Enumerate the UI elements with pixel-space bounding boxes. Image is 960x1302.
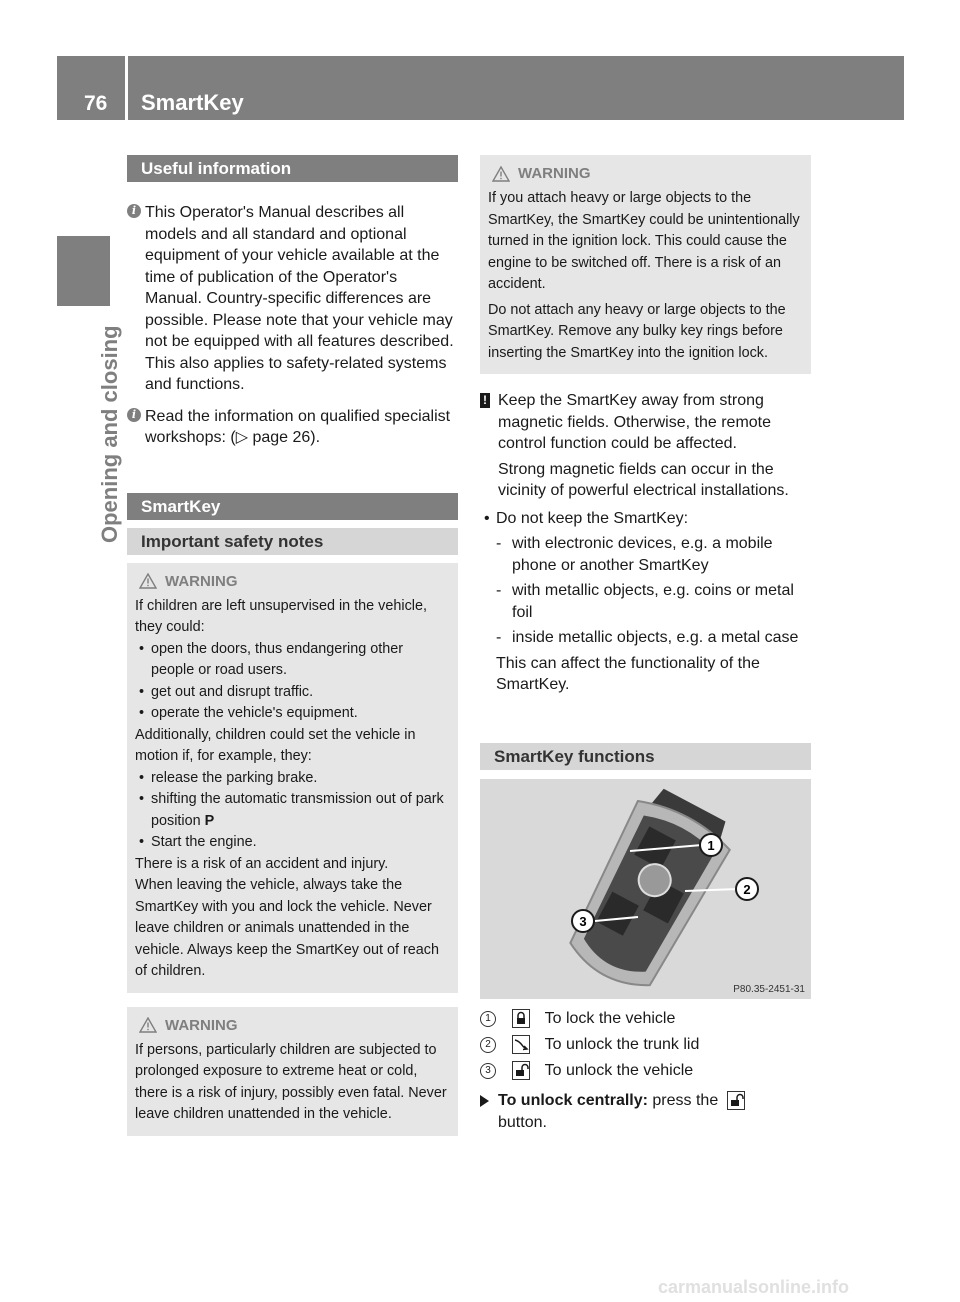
- watermark: carmanualsonline.info: [658, 1277, 850, 1297]
- info-icon: i: [127, 408, 141, 422]
- warning-title: WARNING: [139, 1017, 450, 1034]
- legend-text: To lock the vehicle: [544, 1010, 676, 1027]
- safety-heading: Important safety notes: [127, 528, 458, 555]
- arrow-icon: [480, 1095, 489, 1107]
- warning-triangle-icon: [492, 166, 510, 182]
- warning-box-1: [127, 563, 458, 993]
- notice-text-2: Strong magnetic fields can occur in the vicinity of powerful electrical installations.: [498, 460, 789, 499]
- list-item: • Start the engine.: [135, 832, 450, 854]
- list-item: • get out and disrupt traffic.: [135, 682, 450, 704]
- callout-2: 2: [743, 882, 751, 897]
- legend-number: 2: [480, 1037, 496, 1053]
- notice: [480, 390, 811, 455]
- warning-text: When leaving the vehicle, always take the SmartKey with you and lock the vehicle. Never leave children or animals unattended in the vehicle. Always keep the SmartKey out of reach of children.: [135, 877, 439, 979]
- list-item: - inside metallic objects, e.g. a metal case: [480, 627, 811, 649]
- donot-after: This can affect the functionality of the SmartKey.: [496, 654, 760, 693]
- action-bold: To unlock centrally:: [498, 1092, 648, 1109]
- list-item: - with electronic devices, e.g. a mobile phone or another SmartKey: [480, 533, 811, 576]
- info-icon: i: [127, 204, 141, 218]
- section-title: SmartKey: [141, 90, 244, 115]
- warning-text: Additionally, children could set the vehicle in motion if, for example, they:: [135, 726, 416, 764]
- info-note-2: [127, 406, 458, 449]
- action-end: button.: [498, 1114, 547, 1131]
- warning-title: WARNING: [139, 573, 450, 590]
- list-item: • release the parking brake.: [135, 768, 450, 790]
- legend-item-trunk: [480, 1032, 811, 1058]
- legend-item-unlock: [480, 1058, 811, 1084]
- warning-box-3: [480, 155, 811, 374]
- legend-number: 3: [480, 1063, 496, 1079]
- donot-lead: • Do not keep the SmartKey:: [480, 508, 811, 530]
- callout-1: 1: [707, 838, 715, 853]
- legend: [480, 1006, 811, 1134]
- list-item: • open the doors, thus endangering other people or road users.: [135, 639, 450, 682]
- legend-item-lock: [480, 1006, 811, 1032]
- warning-text: If persons, particularly children are subjected to prolonged exposure to extreme heat or cold, there is a risk of injury, possibly even fatal. Never leave children unattended in the vehicle.: [135, 1041, 447, 1122]
- notice-text-1: Keep the SmartKey away from strong magnetic fields. Otherwise, the remote control function could be affected.: [498, 392, 772, 452]
- info-text-1: This Operator's Manual describes all models and all standard and optional equipment of your vehicle available at the time of publication of the Operator's Manual. Country-specific differences are possible. Please note that your vehicle may not be equipped with all features described. This also applies to safety-related systems and functions.: [145, 204, 454, 393]
- page-number: 76: [84, 92, 108, 115]
- exclamation-icon: !: [480, 393, 490, 408]
- trunk-icon: [512, 1035, 530, 1054]
- warning-title: WARNING: [492, 165, 803, 182]
- photo-code: P80.35-2451-31: [733, 984, 805, 995]
- warning-triangle-icon: [139, 573, 157, 589]
- side-tab: [57, 313, 122, 543]
- unlock-icon: [512, 1061, 530, 1080]
- warning-text: If children are left unsupervised in the vehicle, they could:: [135, 597, 427, 635]
- smartkey-image: [480, 779, 811, 999]
- legend-text: To unlock the trunk lid: [544, 1036, 700, 1053]
- warning-text: Do not attach any heavy or large objects to the SmartKey. Remove any bulky key rings before inserting the SmartKey into the ignition lock.: [488, 301, 786, 361]
- smartkey-photo: [480, 779, 811, 999]
- lock-icon: [512, 1009, 530, 1028]
- warning-text: There is a risk of an accident and injury.: [135, 855, 389, 872]
- unlock-icon: [727, 1091, 745, 1110]
- list-item: - with metallic objects, e.g. coins or metal foil: [480, 580, 811, 623]
- header-separator: [125, 56, 128, 120]
- side-tab-label: Opening and closing: [97, 325, 122, 543]
- list-item: • shifting the automatic transmission out of park position P: [135, 789, 450, 832]
- list-item: • operate the vehicle's equipment.: [135, 703, 450, 725]
- left-column: [127, 155, 458, 1136]
- functions-heading: SmartKey functions: [480, 743, 811, 770]
- warning-triangle-icon: [139, 1017, 157, 1033]
- action-text: press the: [652, 1092, 719, 1109]
- info-text-2: Read the information on qualified specialist workshops: (▷ page 26).: [145, 407, 451, 446]
- legend-text: To unlock the vehicle: [544, 1062, 694, 1079]
- right-column: [480, 155, 811, 696]
- functions-heading-wrap: [480, 743, 811, 770]
- warning-text: If you attach heavy or large objects to the SmartKey, the SmartKey could be unintentionally turned in the ignition lock. This could cause the engine to be switched off. There is a risk of an accident.: [488, 190, 800, 292]
- warning-box-2: [127, 1007, 458, 1136]
- smartkey-heading: SmartKey: [127, 493, 458, 520]
- info-note-1: [127, 202, 458, 396]
- legend-number: 1: [480, 1011, 496, 1027]
- park-position-label: P: [204, 812, 215, 829]
- side-tab-block: [57, 236, 110, 306]
- useful-info-heading: Useful information: [127, 155, 458, 182]
- action-step: [480, 1090, 811, 1134]
- callout-3: 3: [579, 914, 587, 929]
